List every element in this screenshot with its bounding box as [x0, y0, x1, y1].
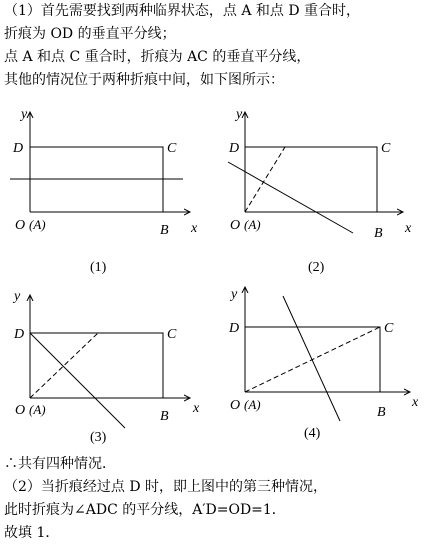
fig3-o-label: O [15, 403, 26, 418]
outro-line-4: 故填 1． [4, 525, 60, 541]
figure-2 [228, 107, 412, 275]
outro-line-2: （2）当折痕经过点 D 时，即上图中的第三种情况， [4, 479, 328, 495]
fig1-c-label: C [167, 141, 177, 156]
fig4-o-label: O [230, 398, 241, 413]
fig3-b-label: B [160, 409, 169, 424]
fig1-a-label: (A) [29, 217, 46, 232]
fig4-caption: (4) [304, 426, 321, 441]
fig2-caption: (2) [308, 260, 325, 275]
fig2-d-label: D [229, 141, 240, 156]
fig1-caption: (1) [90, 260, 107, 275]
fig4-x-label: x [412, 395, 419, 410]
fig3-c-label: C [167, 327, 177, 342]
fig2-rectangle [245, 147, 377, 212]
outro-line-3: 此时折痕为∠ADC 的平分线，A′D=OD=1． [4, 502, 286, 518]
fig4-y-label: y [231, 287, 238, 302]
figure-3 [12, 289, 200, 445]
fig3-x-label: x [193, 401, 200, 416]
fig3-a-label: (A) [29, 402, 46, 417]
fig4-d-label: D [229, 321, 240, 336]
fig3-d-label: D [14, 327, 25, 342]
fig2-x-label: x [405, 221, 412, 236]
fig3-y-label: y [14, 289, 21, 304]
fig2-o-label: O [230, 218, 241, 233]
fig3-rectangle [30, 333, 163, 398]
fig1-y-label: y [21, 107, 28, 122]
fig4-crease-line [283, 296, 340, 421]
fig4-c-label: C [384, 321, 394, 336]
figure-4 [228, 287, 419, 441]
fig1-o-label: O [15, 218, 26, 233]
fig1-x-label: x [191, 221, 198, 236]
fig2-b-label: B [374, 226, 383, 241]
fig2-c-label: C [381, 141, 391, 156]
intro-line-4: 其他的情况位于两种折痕中间，如下图所示： [4, 72, 284, 88]
fig4-b-label: B [377, 405, 386, 420]
fig2-a-label: (A) [244, 217, 261, 232]
outro-line-1: ∴共有四种情况． [4, 456, 116, 472]
fig3-caption: (3) [90, 430, 107, 445]
intro-line-2: 折痕为 OD 的垂直平分线； [4, 26, 176, 42]
fig4-a-label: (A) [244, 397, 261, 412]
intro-line-1: （1）首先需要找到两种临界状态，点 A 和点 D 重合时， [4, 3, 361, 19]
fig2-y-label: y [236, 107, 243, 122]
figure-1 [10, 107, 198, 275]
fig1-d-label: D [13, 141, 24, 156]
fig2-dashed-segment [245, 147, 285, 212]
fig1-b-label: B [160, 223, 169, 238]
intro-line-3: 点 A 和点 C 重合时，折痕为 AC 的垂直平分线， [4, 49, 311, 65]
